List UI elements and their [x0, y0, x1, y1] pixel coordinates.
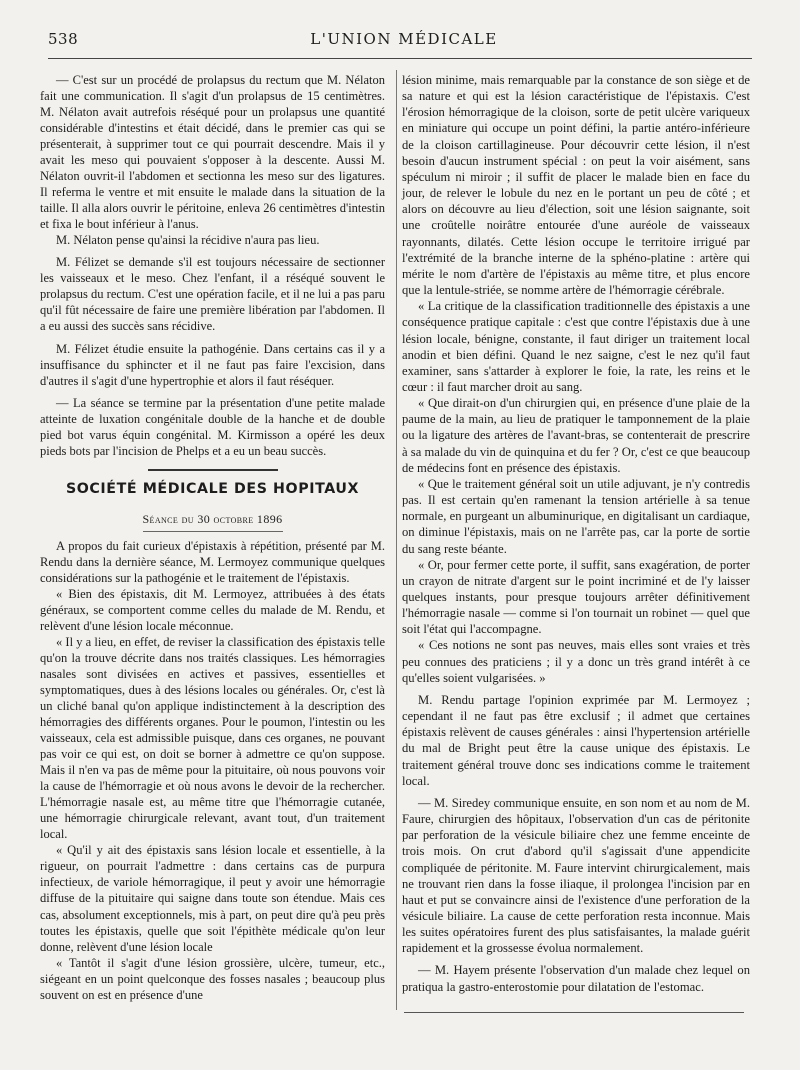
paragraph: M. Rendu partage l'opinion exprimée par M. Lermoyez ; cependant il ne faut pas être exclusif ; il admet que certaines épistaxis relèvent de causes générales : ainsi l'hypertension artérielle du mal de Bright peut être la cause unique des épistaxis. Le traitement général trouve donc ses indications comme le traitement local.	[402, 692, 750, 788]
paragraph: « Que dirait-on d'un chirurgien qui, en présence d'une plaie de la paume de la main, au lieu de pratiquer le tamponnement de la plaie ou la ligature des artères de l'avant-bras, se contenterait de prescrire à sa malade du vin de quinquina et du fer ? Or, c'est ce que beaucoup de médecins font en présence des épistaxis.	[402, 396, 750, 475]
right-column	[402, 72, 750, 995]
paragraph: « La critique de la classification traditionnelle des épistaxis a une conséquence pratique capitale : c'est que contre l'épistaxis due à une lésion locale, bénigne, constante, il faut diriger un traitement local anodin et bien défini. Quand le nez saigne, c'est le nez qu'il faut examiner, sans s'attarder à explorer le foie, la rate, les reins et le cœur : il faut marcher droit au sang.	[402, 299, 750, 394]
paragraph: M. Félizet se demande s'il est toujours nécessaire de sectionner les vaisseaux et le meso. Chez l'enfant, il a réséqué souvent le prolapsus du rectum. C'est une opération facile, et il ne lui a pas paru qu'il fût nécessaire de faire une première libération par l'abdomen. Il a eu aussi des succès sans récidive.	[40, 255, 385, 334]
paragraph: lésion minime, mais remarquable par la constance de son siège et de sa nature et qui est la lésion caractéristique de l'épistaxis. C'est l'érosion hémorragique de la cloison, sorte de petit ulcère variqueux en miniature qui occupe un point défini, la partie antéro-inférieure de la cloison cartillagineuse. Pour découvrir cette lésion, il n'est besoin d'aucun instrument spécial : on peut la voir aisément, sans spéculum ni miroir ; il suffit de placer le malade bien en face du jour, de relever le lobule du nez en le portant un peu de côté ; et alors on découvre au lieu d'élection, soit une lésion saignante, soit une croûtelle noirâtre entourée d'une auréole de vaisseaux rayonnants, dilatés. Cette lésion occupe le territoire irrigué par l'extrémité de la branche interne de la sphéno-platine : artère qui mérite le nom d'artère de l'épistaxis au même titre, et plus encore que la lentule-striée, se nomme artère de l'hémorragie cérébrale.	[402, 73, 750, 298]
paragraph: M. Félizet étudie ensuite la pathogénie. Dans certains cas il y a insuffisance du sphincter et il ne faut pas faire l'excision, dans d'autres il s'agit d'une hypertrophie et alors il faut réséquer.	[40, 341, 385, 388]
paragraph: « Or, pour fermer cette porte, il suffit, sans exagération, de porter un crayon de nitrate d'argent sur le point incriminé et de l'y laisser quelques instants, pour presque toujours arrêter définitivement l'hémorragie nasale — comme si l'on tournait un robinet — quel que soit l'état qui l'accompagne.	[402, 557, 750, 637]
paragraph: — C'est sur un procédé de prolapsus du rectum que M. Nélaton fait une communication. Il s'agit d'un prolapsus de 15 centimètres. M. Nélaton avait autrefois réséqué pour un prolapsus une quantité considérable d'intestins et était décidé, dans le premier cas qui se présenterait, à supprimer tout ce qui pourrait descendre. Mais il y avait les meso qui pouvaient s'opposer à la descente. Aussi M. Nélaton ouvrit-il l'abdomen et sectionna les meso sur des ligatures. Il referma le ventre et mit ensuite le malade dans la situation de la taille. Il alla alors ouvrir le péritoine, enleva 26 centimètres d'intestin et fixa le bout inférieur à l'anus.	[40, 73, 385, 232]
section-title: SOCIÉTÉ MÉDICALE DES HOPITAUX	[65, 480, 360, 497]
paragraph: « Ces notions ne sont pas neuves, mais elles sont vraies et très peu connues des praticiens ; il y a donc un très grand intérêt à ce qu'elles soient vulgarisées. »	[402, 638, 750, 685]
page-number: 538	[48, 30, 79, 48]
session-date: Séance du 30 octobre 1896	[142, 511, 283, 526]
column-divider	[396, 70, 397, 1010]
left-column	[40, 72, 385, 1003]
section-separator	[148, 469, 278, 471]
header-rule	[48, 58, 752, 59]
bottom-rule	[404, 1012, 744, 1013]
paragraph: A propos du fait curieux d'épistaxis à répétition, présenté par M. Rendu dans la dernière séance, M. Lermoyez communique quelques considérations sur la pathogénie et le traitement de l'épistaxis.	[40, 538, 385, 585]
paragraph: M. Nélaton pense qu'ainsi la récidive n'aura pas lieu.	[56, 233, 320, 248]
paragraph: « Que le traitement général soit un utile adjuvant, je n'y contredis pas. Il est certain qu'en ramenant la tension artérielle à sa tenue normale, en purgeant un albuminurique, en digitalisant un cardiaque, on diminue l'épistaxis, mais on ne l'arrête pas, car la porte de sortie du sang reste béante.	[402, 476, 750, 556]
paragraph: « Tantôt il s'agit d'une lésion grossière, ulcère, tumeur, etc., siégeant en un point quelconque des fosses nasales ; beaucoup plus souvent on est en présence d'une	[40, 955, 385, 1002]
paragraph: « Il y a lieu, en effet, de reviser la classification des épistaxis telle qu'on la trouve décrite dans nos traités classiques. Les hémorragies nasales sont divisées en actives et passives, essentielles et symptomatiques, dues à des lésions locales ou générales. Or, c'est là un cliché banal qu'on applique indistinctement à la description des hémorragies des différents organes. Pour le poumon, l'intestin ou les vaisseaux, cela est admissible puisque, dans ces organes, ne pouvant pas voir ce qui est, on doit se borner à admettre ce qu'on suppose. Mais il n'en va pas de même pour la pituitaire, où nous pouvons voir la cause de l'hémorragie et où nous avons le devoir de la rechercher. L'hémorragie nasale est, au même titre que l'hémorragie cutanée, une hémorragie chirurgicale relevant, avant tout, d'un traitement local.	[40, 634, 385, 842]
paragraph: — M. Hayem présente l'observation d'un malade chez lequel on pratiqua la gastro-enterostomie pour dilatation de l'estomac.	[402, 963, 750, 994]
paragraph: « Qu'il y ait des épistaxis sans lésion locale et essentielle, à la rigueur, on pourrait l'admettre : dans certains cas de purpura infectieux, de variole hémorragique, il peut y avoir une hémorragie diffuse de la pituitaire qui saigne dans toute son étendue. Mais ces cas, absolument exceptionnels, mis à part, on peut dire qu'à peu près toutes les épistaxis, quelle que soit l'épithète médicale qu'on leur donne, relèvent d'une lésion locale	[40, 843, 385, 954]
paragraph: « Bien des épistaxis, dit M. Lermoyez, attribuées à des états généraux, se comportent comme celles du malade de M. Rendu, et relèvent d'une lésion locale méconnue.	[40, 586, 385, 633]
paragraph: — M. Siredey communique ensuite, en son nom et au nom de M. Faure, chirurgien des hôpitaux, l'observation d'un cas de péritonite par perforation de la vésicule biliaire chez une femme enceinte de trois mois. On crut d'abord qu'il s'agissait d'une appendicite compliquée de péritonite. M. Faure intervint chirurgicalement, mais ne trouvant rien dans la fosse iliaque, il prolongea l'incision par en haut et put se convaincre ainsi de l'existence d'une perforation de la vésicule biliaire. La cause de cette perforation resta inconnue. Mais les suites opératoires furent des plus satisfaisantes, la malade guérit rapidement et la grossesse évolua normalement.	[402, 795, 750, 956]
running-title: L'UNION MÉDICALE	[310, 30, 498, 48]
session-rule	[143, 531, 283, 532]
paragraph: — La séance se termine par la présentation d'une petite malade atteinte de luxation congénitale double de la hanche et de double pied bot varus équin congénital. M. Kirmisson a opéré les deux pieds bots par l'incision de Phelps et a eu un beau succès.	[40, 395, 385, 458]
page-header	[48, 30, 760, 52]
